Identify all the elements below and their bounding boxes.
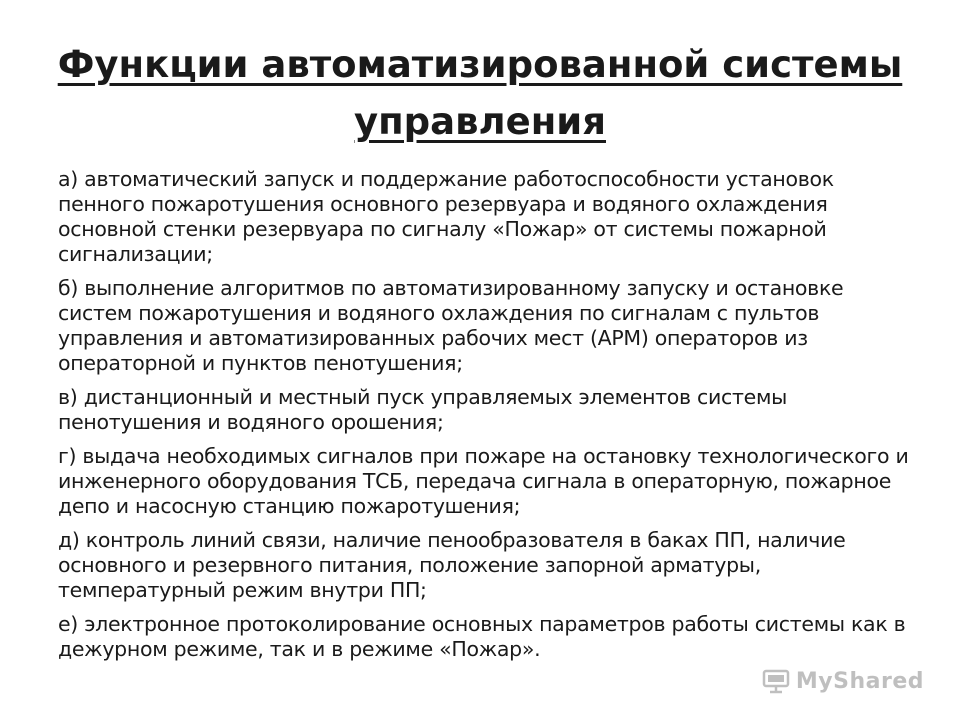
list-item: е) электронное протоколирование основных параметров работы системы как в дежурном режиме, так и в режиме «Пожар». xyxy=(58,612,906,661)
list-item: б) выполнение алгоритмов по автоматизированному запуску и остановке систем пожаротушения и водяного охлаждения по сигналам с пультов управления и автоматизированных рабочих мест (АРМ) операторов из операторной и пунктов пенотушения; xyxy=(58,276,844,375)
list-item: а) автоматический запуск и поддержание работоспособности установок пенного пожаротушения основного резервуара и водяного охлаждения основной стенки резервуара по сигналу «Пожар» от системы пожарной сигнализации; xyxy=(58,167,834,266)
watermark-text: MyShared xyxy=(795,668,924,694)
list-item: д) контроль линий связи, наличие пенообразователя в баках ПП, наличие основного и резервного питания, положение запорной арматуры, температурный режим внутри ПП; xyxy=(58,528,846,602)
slide-title xyxy=(30,36,930,150)
list-item: в) дистанционный и местный пуск управляемых элементов системы пенотушения и водяного орошения; xyxy=(58,385,788,434)
function-list xyxy=(58,167,918,671)
list-item: г) выдача необходимых сигналов при пожаре на остановку технологического и инженерного оборудования ТСБ, передача сигнала в операторную, пожарное депо и насосную станцию пожаротушения; xyxy=(58,444,909,518)
watermark xyxy=(762,668,924,694)
slide-title-text: Функции автоматизированной системы управления xyxy=(57,43,903,143)
presentation-screen-icon xyxy=(762,668,790,694)
